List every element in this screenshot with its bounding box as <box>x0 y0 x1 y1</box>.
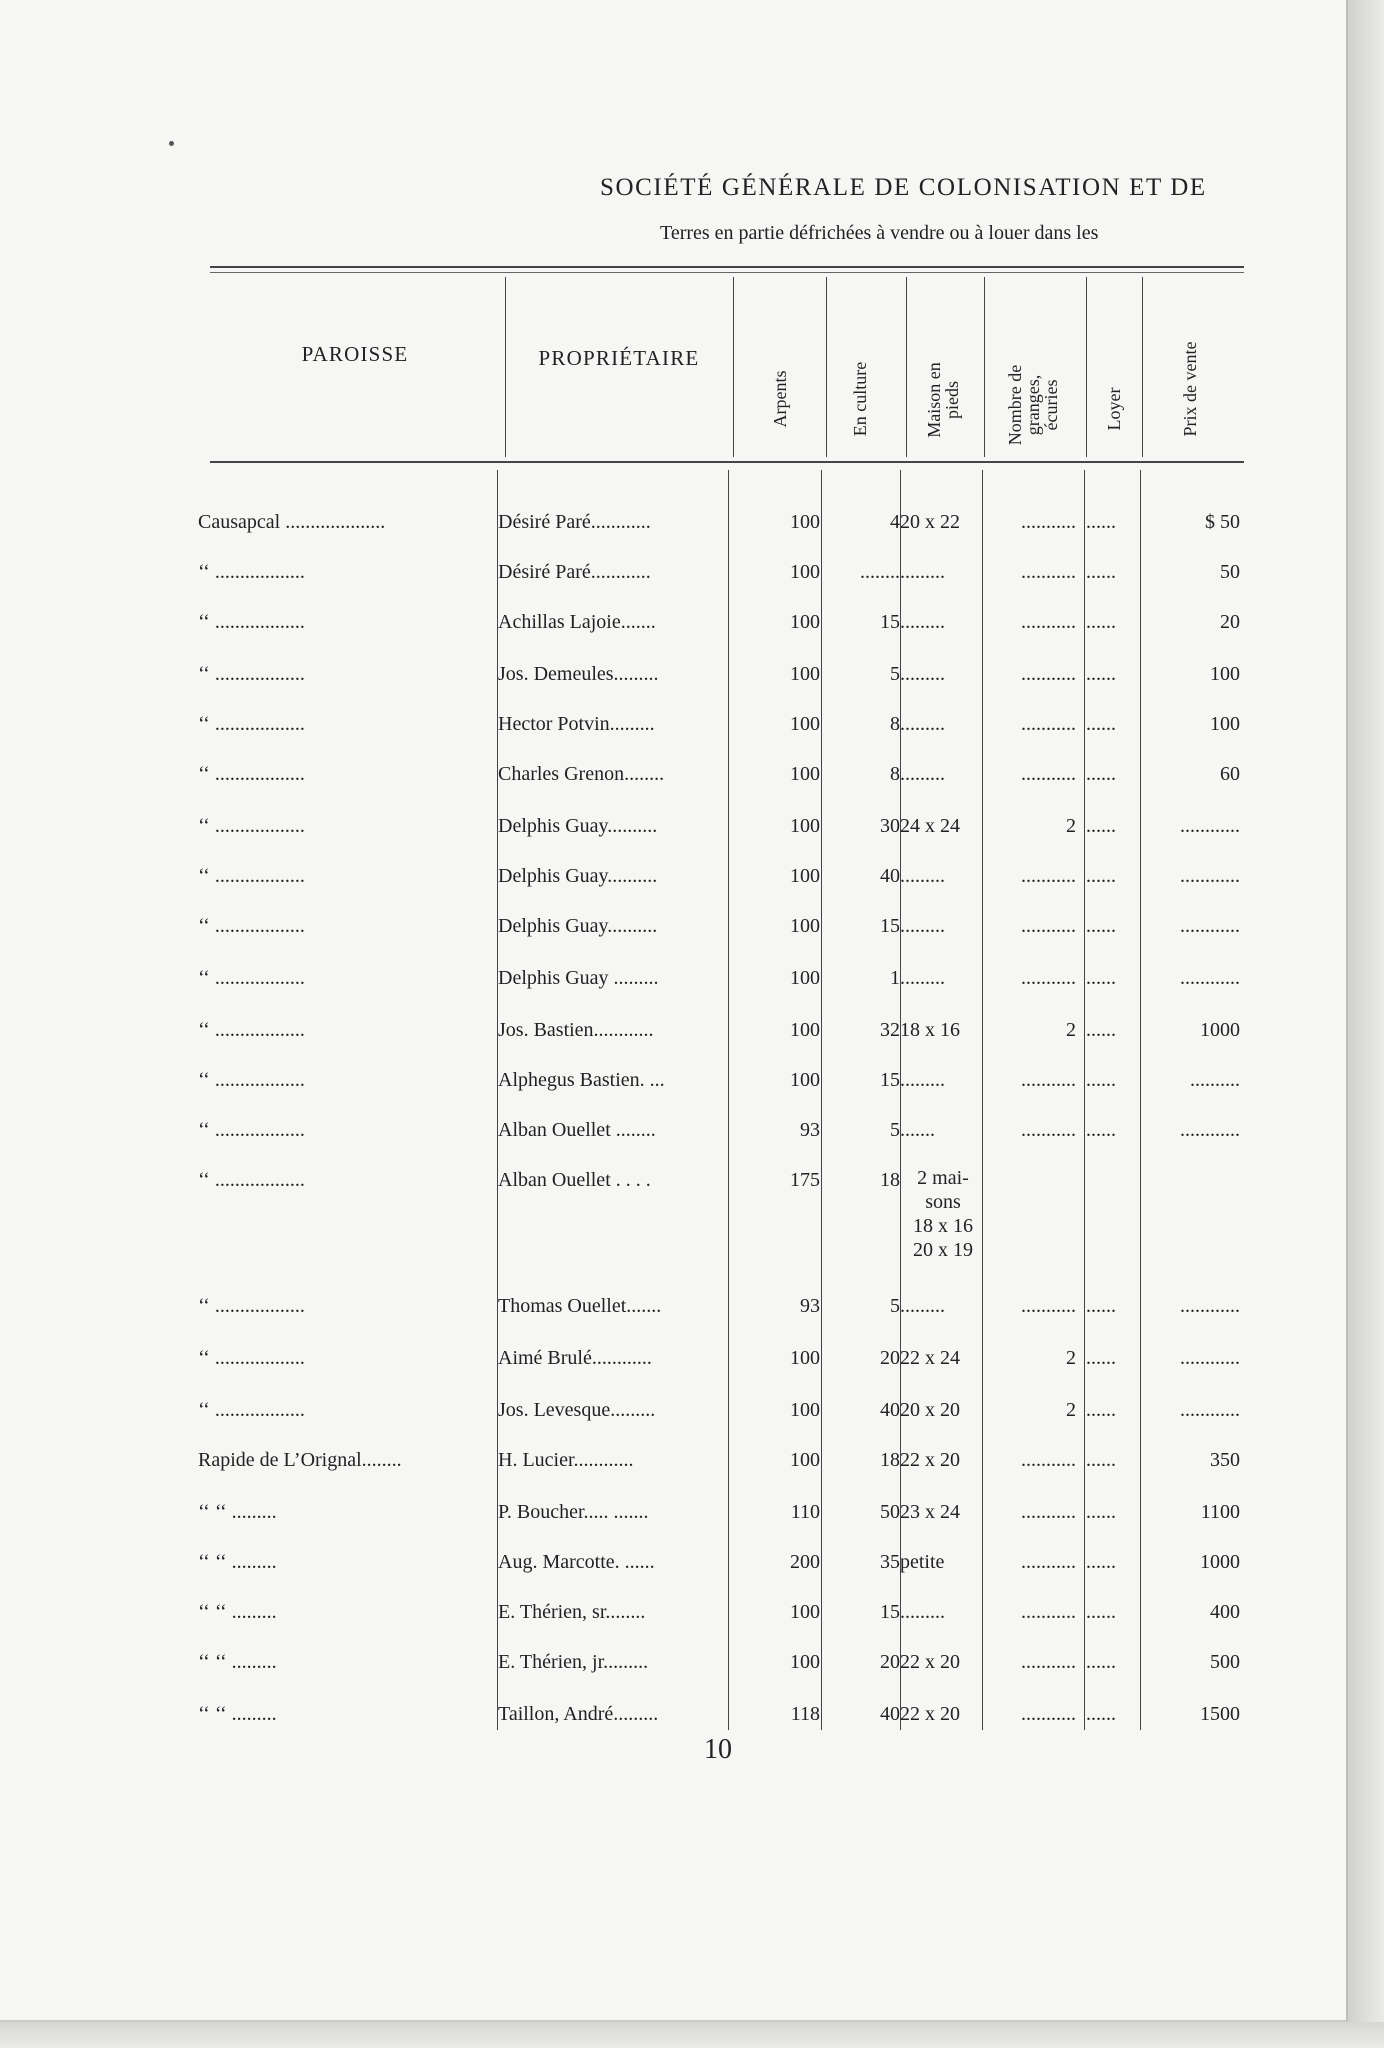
cell-en-culture: 15 <box>880 1069 900 1091</box>
cell-arpents: 100 <box>790 1601 820 1623</box>
cell-arpents: 100 <box>790 1449 820 1471</box>
cell-arpents: 100 <box>790 1069 820 1091</box>
cell-arpents: 118 <box>790 1703 820 1725</box>
column-header-maison <box>925 325 965 475</box>
cell-loyer: ...... <box>1086 663 1116 685</box>
cell-prix: 100 <box>1210 713 1240 735</box>
cell-paroisse: Rapide de L’Orignal........ <box>198 1449 402 1471</box>
column-divider <box>826 277 827 457</box>
cell-granges: 2 <box>1066 1019 1076 1041</box>
cell-loyer: ...... <box>1086 1347 1116 1369</box>
column-divider <box>733 277 734 457</box>
cell-paroisse: ‘‘ ‘‘ ......... <box>198 1651 277 1673</box>
cell-paroisse: ‘‘ .................. <box>198 763 305 785</box>
column-header-granges <box>1006 328 1064 482</box>
cell-proprietaire: H. Lucier............ <box>498 1449 634 1471</box>
cell-granges: ........... <box>1021 663 1076 685</box>
cell-loyer: ...... <box>1086 763 1116 785</box>
cell-en-culture: 15 <box>880 611 900 633</box>
column-header-proprietaire: PROPRIÉTAIRE <box>538 346 700 370</box>
cell-en-culture: 32 <box>880 1019 900 1041</box>
column-header-granges-line3: écuries <box>1041 379 1061 431</box>
cell-paroisse: ‘‘ ‘‘ ......... <box>198 1703 277 1725</box>
cell-paroisse: ‘‘ ‘‘ ......... <box>198 1551 277 1573</box>
cell-granges: ........... <box>1021 865 1076 887</box>
cell-proprietaire: Delphis Guay.......... <box>498 865 658 887</box>
cell-proprietaire: Jos. Levesque......... <box>498 1399 656 1421</box>
ink-dot <box>169 141 174 146</box>
column-divider <box>900 470 901 1730</box>
cell-paroisse: ‘‘ ‘‘ ......... <box>198 1601 277 1623</box>
cell-granges: ........... <box>1021 561 1076 583</box>
cell-loyer: ...... <box>1086 1069 1116 1091</box>
cell-maison: ....... <box>900 1119 935 1141</box>
cell-paroisse: ‘‘ .................. <box>198 1399 305 1421</box>
cell-prix: ............ <box>1180 865 1240 887</box>
column-divider <box>1084 470 1085 1730</box>
cell-proprietaire: Delphis Guay.......... <box>498 815 658 837</box>
cell-granges: ........... <box>1021 1551 1076 1573</box>
cell-proprietaire: E. Thérien, jr......... <box>498 1651 649 1673</box>
cell-proprietaire: Aug. Marcotte. ...... <box>498 1551 655 1573</box>
cell-loyer: ...... <box>1086 1449 1116 1471</box>
cell-maison: ......... <box>900 1601 945 1623</box>
column-divider <box>982 470 983 1730</box>
cell-proprietaire: Jos. Demeules......... <box>498 663 659 685</box>
top-rule-thin <box>210 272 1244 273</box>
cell-paroisse: ‘‘ .................. <box>198 815 305 837</box>
cell-granges: ........... <box>1021 713 1076 735</box>
cell-prix: 1100 <box>1200 1501 1240 1523</box>
cell-maison: ......... <box>900 763 945 785</box>
cell-paroisse: ‘‘ .................. <box>198 1347 305 1369</box>
cell-arpents: 100 <box>790 1651 820 1673</box>
cell-prix: $ 50 <box>1205 511 1240 533</box>
column-header-paroisse: PAROISSE <box>301 342 409 366</box>
column-divider <box>1142 277 1143 457</box>
cell-proprietaire: E. Thérien, sr........ <box>498 1601 646 1623</box>
column-divider <box>1086 277 1087 457</box>
cell-maison: ......... <box>900 611 945 633</box>
cell-arpents: 175 <box>790 1169 820 1191</box>
cell-prix: 1000 <box>1200 1551 1240 1573</box>
cell-en-culture: 40 <box>880 865 900 887</box>
cell-proprietaire: Jos. Bastien............ <box>498 1019 654 1041</box>
cell-prix: 350 <box>1210 1449 1240 1471</box>
cell-prix: .......... <box>1190 1069 1240 1091</box>
cell-maison: ......... <box>900 915 945 937</box>
cell-maison: ......... <box>900 561 945 583</box>
column-divider <box>728 470 729 1730</box>
cell-prix: ............ <box>1180 915 1240 937</box>
cell-granges: ........... <box>1021 611 1076 633</box>
cell-paroisse: ‘‘ .................. <box>198 1019 305 1041</box>
cell-paroisse: ‘‘ .................. <box>198 1119 305 1141</box>
cell-loyer: ...... <box>1086 1651 1116 1673</box>
cell-loyer: ...... <box>1086 1601 1116 1623</box>
cell-arpents: 100 <box>790 1399 820 1421</box>
cell-maison-line: 2 mai- <box>917 1167 969 1189</box>
cell-prix: ............ <box>1180 1119 1240 1141</box>
cell-granges: 2 <box>1066 1347 1076 1369</box>
cell-proprietaire: P. Boucher..... ....... <box>498 1501 649 1523</box>
cell-granges: ........... <box>1021 1119 1076 1141</box>
cell-arpents: 100 <box>790 967 820 989</box>
cell-paroisse: ‘‘ .................. <box>198 1069 305 1091</box>
cell-granges: ........... <box>1021 1703 1076 1725</box>
cell-maison-line: sons <box>925 1191 961 1213</box>
header-bottom-rule <box>210 461 1244 463</box>
cell-en-culture: ........ <box>860 561 900 583</box>
column-divider <box>505 277 506 457</box>
cell-prix: 1000 <box>1200 1019 1240 1041</box>
cell-en-culture: 20 <box>880 1651 900 1673</box>
cell-arpents: 110 <box>790 1501 820 1523</box>
cell-granges: 2 <box>1066 815 1076 837</box>
cell-prix: 500 <box>1210 1651 1240 1673</box>
cell-prix: 60 <box>1220 763 1240 785</box>
cell-granges: 2 <box>1066 1399 1076 1421</box>
cell-proprietaire: Alban Ouellet . . . . <box>498 1169 651 1191</box>
cell-proprietaire: Achillas Lajoie....... <box>498 611 656 633</box>
page-number: 10 <box>704 1734 732 1765</box>
cell-granges: ........... <box>1021 1601 1076 1623</box>
cell-arpents: 100 <box>790 611 820 633</box>
cell-granges: ........... <box>1021 1651 1076 1673</box>
cell-prix: ............ <box>1180 1399 1240 1421</box>
cell-maison: ......... <box>900 967 945 989</box>
cell-en-culture: 15 <box>880 1601 900 1623</box>
cell-arpents: 100 <box>790 713 820 735</box>
cell-loyer: ...... <box>1086 1019 1116 1041</box>
cell-maison-line: 20 x 19 <box>913 1239 973 1261</box>
cell-loyer: ...... <box>1086 967 1116 989</box>
column-header-loyer: Loyer <box>1104 387 1124 431</box>
cell-paroisse: ‘‘ ‘‘ ......... <box>198 1501 277 1523</box>
column-divider <box>1140 470 1141 1730</box>
cell-arpents: 100 <box>790 915 820 937</box>
column-header-maison-line2: pieds <box>942 381 962 419</box>
cell-prix: ............ <box>1180 1347 1240 1369</box>
cell-prix: 20 <box>1220 611 1240 633</box>
cell-maison: 22 x 20 <box>900 1703 960 1725</box>
cell-loyer: ...... <box>1086 713 1116 735</box>
cell-arpents: 100 <box>790 663 820 685</box>
cell-loyer: ...... <box>1086 815 1116 837</box>
cell-paroisse: Causapcal .................... <box>198 511 386 533</box>
cell-proprietaire: Delphis Guay ......... <box>498 967 659 989</box>
cell-paroisse: ‘‘ .................. <box>198 1169 305 1191</box>
cell-maison: 18 x 16 <box>900 1019 960 1041</box>
cell-arpents: 100 <box>790 1347 820 1369</box>
column-header-arpents: Arpents <box>770 370 790 428</box>
cell-maison: 20 x 20 <box>900 1399 960 1421</box>
cell-en-culture: 5 <box>890 1119 900 1141</box>
cell-prix: ............ <box>1180 1295 1240 1317</box>
cell-prix: ............ <box>1180 815 1240 837</box>
column-header-maison-line1: Maison en <box>924 362 944 438</box>
cell-granges: ........... <box>1021 1501 1076 1523</box>
cell-maison: ......... <box>900 865 945 887</box>
page-title: SOCIÉTÉ GÉNÉRALE DE COLONISATION ET DE <box>600 174 1207 201</box>
cell-maison: 23 x 24 <box>900 1501 960 1523</box>
cell-en-culture: 50 <box>880 1501 900 1523</box>
cell-proprietaire: Désiré Paré............ <box>498 561 651 583</box>
cell-en-culture: 35 <box>880 1551 900 1573</box>
cell-loyer: ...... <box>1086 511 1116 533</box>
cell-arpents: 93 <box>800 1119 820 1141</box>
cell-granges: ........... <box>1021 1069 1076 1091</box>
cell-loyer: ...... <box>1086 1501 1116 1523</box>
cell-en-culture: 1 <box>890 967 900 989</box>
cell-en-culture: 8 <box>890 713 900 735</box>
cell-arpents: 100 <box>790 815 820 837</box>
cell-loyer: ...... <box>1086 1551 1116 1573</box>
page-edge-shadow <box>1348 0 1384 2048</box>
cell-arpents: 100 <box>790 865 820 887</box>
cell-en-culture: 4 <box>890 511 900 533</box>
cell-maison: ......... <box>900 663 945 685</box>
cell-maison: 22 x 20 <box>900 1651 960 1673</box>
cell-en-culture: 8 <box>890 763 900 785</box>
cell-loyer: ...... <box>1086 1295 1116 1317</box>
cell-en-culture: 20 <box>880 1347 900 1369</box>
cell-en-culture: 18 <box>880 1169 900 1191</box>
column-divider <box>821 470 822 1730</box>
column-header-en-culture: En culture <box>850 361 870 437</box>
cell-en-culture: 30 <box>880 815 900 837</box>
cell-en-culture: 15 <box>880 915 900 937</box>
cell-loyer: ...... <box>1086 1399 1116 1421</box>
cell-en-culture: 5 <box>890 1295 900 1317</box>
cell-maison: ......... <box>900 1069 945 1091</box>
cell-paroisse: ‘‘ .................. <box>198 915 305 937</box>
cell-loyer: ...... <box>1086 1119 1116 1141</box>
cell-paroisse: ‘‘ .................. <box>198 865 305 887</box>
cell-maison: ......... <box>900 1295 945 1317</box>
cell-granges: ........... <box>1021 1449 1076 1471</box>
cell-arpents: 100 <box>790 511 820 533</box>
cell-proprietaire: Aimé Brulé............ <box>498 1347 652 1369</box>
cell-loyer: ...... <box>1086 1703 1116 1725</box>
cell-proprietaire: Désiré Paré............ <box>498 511 651 533</box>
column-header-granges-line1: Nombre de <box>1005 364 1025 446</box>
cell-paroisse: ‘‘ .................. <box>198 611 305 633</box>
cell-proprietaire: Thomas Ouellet....... <box>498 1295 662 1317</box>
cell-loyer: ...... <box>1086 611 1116 633</box>
cell-maison-line: 18 x 16 <box>913 1215 973 1237</box>
cell-loyer: ...... <box>1086 865 1116 887</box>
cell-paroisse: ‘‘ .................. <box>198 561 305 583</box>
cell-prix: 400 <box>1210 1601 1240 1623</box>
cell-proprietaire: Hector Potvin......... <box>498 713 655 735</box>
cell-en-culture: 5 <box>890 663 900 685</box>
cell-proprietaire: Alban Ouellet ........ <box>498 1119 656 1141</box>
cell-maison: petite <box>900 1551 945 1573</box>
cell-paroisse: ‘‘ .................. <box>198 713 305 735</box>
column-divider <box>497 470 498 1730</box>
column-header-granges-line2: granges, <box>1023 374 1043 436</box>
cell-granges: ........... <box>1021 763 1076 785</box>
cell-maison: ......... <box>900 713 945 735</box>
cell-prix: 50 <box>1220 561 1240 583</box>
cell-loyer: ...... <box>1086 915 1116 937</box>
top-rule <box>210 266 1244 268</box>
cell-prix: ............ <box>1180 967 1240 989</box>
cell-granges: ........... <box>1021 511 1076 533</box>
cell-paroisse: ‘‘ .................. <box>198 967 305 989</box>
page-edge-shadow <box>0 2022 1384 2048</box>
column-divider <box>906 277 907 457</box>
cell-proprietaire: Charles Grenon........ <box>498 763 665 785</box>
cell-arpents: 93 <box>800 1295 820 1317</box>
cell-arpents: 100 <box>790 763 820 785</box>
cell-granges: ........... <box>1021 915 1076 937</box>
cell-granges: ........... <box>1021 967 1076 989</box>
cell-en-culture: 40 <box>880 1703 900 1725</box>
cell-arpents: 100 <box>790 1019 820 1041</box>
cell-proprietaire: Delphis Guay.......... <box>498 915 658 937</box>
cell-arpents: 200 <box>790 1551 820 1573</box>
cell-maison <box>900 1166 986 1262</box>
cell-arpents: 100 <box>790 561 820 583</box>
cell-maison: 24 x 24 <box>900 815 960 837</box>
cell-en-culture: 18 <box>880 1449 900 1471</box>
cell-maison: 20 x 22 <box>900 511 960 533</box>
cell-paroisse: ‘‘ .................. <box>198 663 305 685</box>
cell-paroisse: ‘‘ .................. <box>198 1295 305 1317</box>
cell-prix: 100 <box>1210 663 1240 685</box>
cell-maison: 22 x 24 <box>900 1347 960 1369</box>
cell-granges: ........... <box>1021 1295 1076 1317</box>
cell-proprietaire: Alphegus Bastien. ... <box>498 1069 665 1091</box>
cell-maison: 22 x 20 <box>900 1449 960 1471</box>
cell-en-culture: 40 <box>880 1399 900 1421</box>
page-subtitle: Terres en partie défrichées à vendre ou à louer dans les <box>660 222 1099 244</box>
column-header-prix-de-vente: Prix de vente <box>1180 341 1200 437</box>
cell-prix: 1500 <box>1200 1703 1240 1725</box>
cell-loyer: ...... <box>1086 561 1116 583</box>
column-divider <box>984 277 985 457</box>
cell-proprietaire: Taillon, André......... <box>498 1703 659 1725</box>
